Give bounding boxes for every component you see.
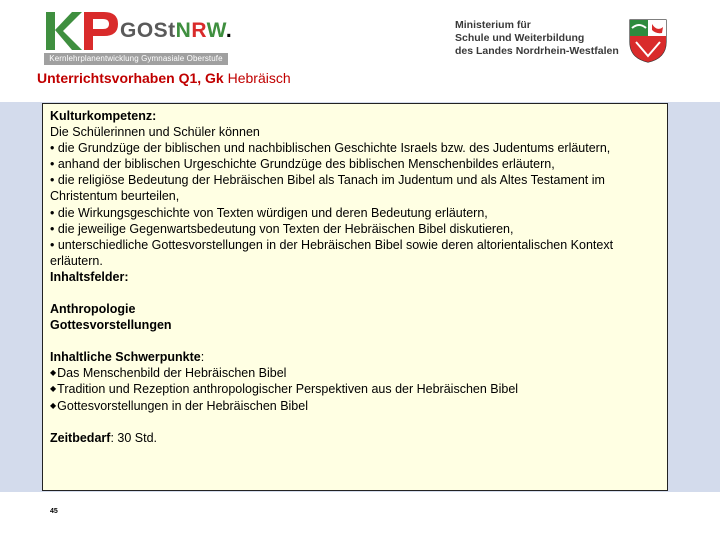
schwerpunkte-heading: Inhaltliche Schwerpunkte: bbox=[50, 350, 205, 365]
inhaltsfelder-heading: Inhaltsfelder: bbox=[50, 269, 129, 284]
page-title: Unterrichtsvorhaben Q1, Gk Hebräisch bbox=[37, 70, 291, 86]
list-item: • die Grundzüge der biblischen und nachbiblischen Geschichte Israels bzw. des Judentums erläutern, bbox=[50, 140, 662, 156]
list-item: • die jeweilige Gegenwartsbedeutung von Texten der Hebräischen Bibel diskutieren, bbox=[50, 221, 662, 237]
list-item: • die Wirkungsgeschichte von Texten würdigen und deren Bedeutung erläutern, bbox=[50, 205, 662, 221]
kompetenz-heading: Kulturkompetenz: bbox=[50, 109, 157, 123]
list-item: • anhand der biblischen Urgeschichte Grundzüge des biblischen Menschenbildes erläutern, bbox=[50, 156, 662, 172]
inhaltsfeld-item: Anthropologie bbox=[50, 302, 136, 317]
logo-subtitle: Kernlehrplanentwicklung Gymnasiale Oberstufe bbox=[44, 53, 228, 65]
schwerpunkt-item: ◆ Gottesvorstellungen in der Hebräischen Bibel bbox=[50, 398, 662, 414]
inhaltsfeld-item: Gottesvorstellungen bbox=[50, 318, 172, 333]
intro-text: Die Schülerinnen und Schüler können bbox=[50, 125, 260, 140]
kp-logo-icon bbox=[44, 10, 122, 52]
list-item: • die religiöse Bedeutung der Hebräischen Bibel als Tanach im Judentum und als Altes Testament im Christentum beurteilen, bbox=[50, 172, 662, 204]
page-number: 45 bbox=[50, 508, 58, 515]
nrw-coat-of-arms-icon bbox=[628, 18, 668, 64]
list-item: • unterschiedliche Gottesvorstellungen in der Hebräischen Bibel sowie deren altorientalischen Kontext erläutern. bbox=[50, 237, 662, 269]
logo-wordmark: GOStNRW. bbox=[120, 19, 233, 42]
schwerpunkt-item: ◆ Das Menschenbild der Hebräischen Bibel bbox=[50, 365, 662, 381]
ministry-name: Ministerium für Schule und Weiterbildung des Landes Nordrhein-Westfalen bbox=[455, 19, 619, 57]
header bbox=[0, 0, 720, 100]
zeitbedarf: Zeitbedarf: 30 Std. bbox=[50, 430, 157, 445]
content-text bbox=[50, 108, 662, 446]
schwerpunkt-item: ◆ Tradition und Rezeption anthropologischer Perspektiven aus der Hebräischen Bibel bbox=[50, 381, 662, 397]
